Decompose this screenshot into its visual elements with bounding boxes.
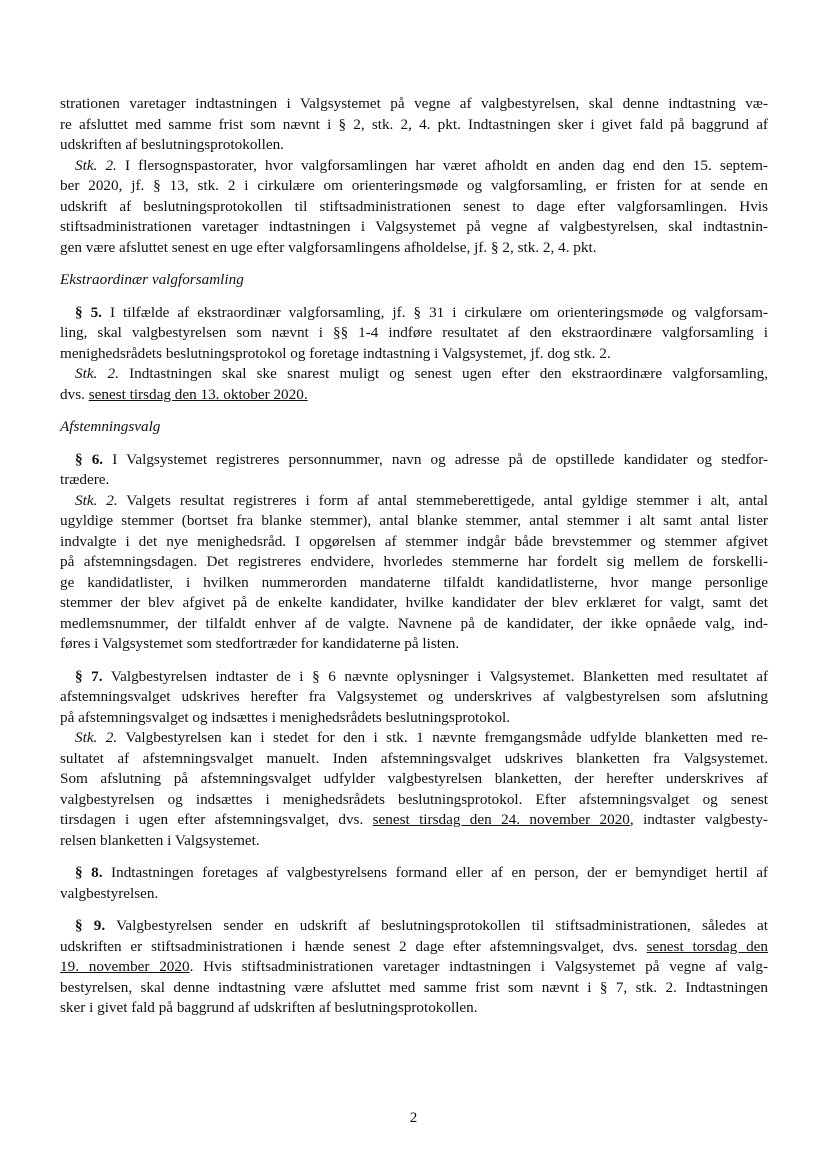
text-line (60, 634, 768, 655)
text-line (60, 573, 768, 594)
text-line (60, 532, 768, 553)
text-line (60, 238, 768, 259)
text-segment: stemmer der blev afgivet på de enkelte kandidater, hvilke kandidater der blev erklæret for valgt, samt det (60, 594, 768, 611)
text-line (60, 417, 768, 438)
section-heading (60, 417, 768, 438)
text-segment: dvs. (60, 385, 89, 403)
text-line (60, 769, 768, 790)
text-segment: ugyldige stemmer (bortset fra blanke stemmer), antal blanke stemmer, antal stemmer i alt samt antal lister (60, 512, 768, 529)
text-segment: sker i givet fald på baggrund af udskriften af beslutningsprotokollen. (60, 999, 478, 1016)
paragraph (60, 728, 768, 851)
text-line (60, 385, 768, 406)
text-segment: føres i Valgsystemet som stedfortræder for kandidaterne på listen. (60, 635, 460, 652)
stk-label: Stk. 2. (75, 156, 117, 174)
text-line (60, 94, 768, 115)
text-segment: I Valgsystemet registreres personnummer, navn og adresse på de opstillede kandidater og stedfor- (103, 450, 768, 468)
text-segment: på afstemningsvalget og indsættes i menighedsrådets beslutningsprotokol. (60, 708, 511, 726)
section-number: § 8. (75, 864, 103, 881)
section-number: § 5. (75, 303, 102, 321)
stk-label: Stk. 2. (75, 729, 118, 746)
document-body (60, 94, 768, 1019)
text-segment: ge kandidatlister, i hvilken nummerorden mandaterne tilfaldt kandidatlisterne, hvor mange personlige (60, 573, 768, 591)
text-segment: sultatet af afstemningsvalget manuelt. Inden afstemningsvalget udskrives blanketten fra Valgsystemet. (60, 749, 768, 767)
deadline-text: 19. november 2020 (60, 958, 190, 975)
text-segment: Valgets resultat registreres i form af antal stemmeberettigede, antal gyldige stemmer i alt, antal (117, 491, 768, 509)
text-segment: , indtaster valgbesty- (629, 811, 768, 828)
text-line (60, 810, 768, 831)
paragraph (60, 94, 768, 156)
text-segment: afstemningsvalget udskrives herefter fra Valgsystemet og underskrives af valgbestyrelsen som afslutning (60, 688, 768, 705)
text-segment: udskriften er stiftsadministrationen i hænde senest 2 dage efter afstemningsvalget, dvs. (60, 937, 647, 955)
text-line (60, 790, 768, 811)
text-line (60, 614, 768, 635)
text-segment: trædere. (60, 471, 110, 488)
text-segment: medlemsnummer, der tilfaldt enhver af de valgte. Navnene på de kandidater, der ikke opnåede valg, ind- (60, 614, 768, 632)
text-line (60, 708, 768, 729)
page-number: 2 (409, 1110, 418, 1126)
deadline-text: senest tirsdag den 24. november 2020 (372, 811, 630, 828)
text-segment: tirsdagen i ugen efter afstemningsvalget, dvs. (60, 811, 373, 828)
text-line (60, 728, 768, 749)
text-segment: Valgbestyrelsen sender en udskrift af beslutningsprotokollen til stiftsadministrationen, således at (105, 917, 768, 934)
text-segment: stiftsadministrationen varetager indtastningen i Valgsystemet på vegne af valgbestyrelsen, skal indtastnin- (60, 218, 768, 235)
text-line (60, 470, 768, 491)
deadline-text: senest torsdag den (646, 937, 768, 955)
text-line (60, 957, 768, 978)
text-line (60, 450, 768, 471)
text-segment: valgbestyrelsen og indsættes i menighedsrådets beslutningsprotokol. Efter afstemningsvalget og senest (60, 790, 768, 808)
text-line (60, 552, 768, 573)
paragraph (60, 667, 768, 729)
text-line (60, 344, 768, 365)
text-segment: bestyrelsen, skal denne indtastning være afsluttet med samme frist som nævnt i § 7, stk. 2. Indtastningen (60, 978, 768, 996)
text-segment: I flersognspastorater, hvor valgforsamlingen har været afholdt en anden dag end den 15. septem- (116, 156, 768, 174)
text-line (60, 749, 768, 770)
text-segment: . Hvis stiftsadministrationen varetager indtastningen i Valgsystemet på vegne af valg- (189, 958, 769, 975)
text-segment: udskriften af beslutningsprotokollen. (60, 136, 284, 153)
text-line (60, 364, 768, 385)
text-line (60, 831, 768, 852)
text-segment: Som afslutning på afstemningsvalget udfylder valgbestyrelsen blanketten, der herefter underskrives af (60, 770, 768, 787)
paragraph (60, 491, 768, 655)
text-line (60, 217, 768, 238)
text-line (60, 270, 768, 291)
text-line (60, 176, 768, 197)
text-segment: valgbestyrelsen. (60, 884, 159, 902)
text-line (60, 323, 768, 344)
text-segment: gen være afsluttet senest en uge efter valgforsamlingens afholdelse, jf. § 2, stk. 2, 4. pkt. (60, 238, 597, 256)
stk-label: Stk. 2. (75, 365, 119, 382)
text-line (60, 863, 768, 884)
section-number: § 7. (75, 667, 103, 685)
paragraph (60, 303, 768, 365)
text-segment: indvalgte i det nye menighedsråd. I opgørelsen af stemmer indgår både brevstemmer og stemmer afgivet (60, 532, 768, 550)
paragraph (60, 863, 768, 904)
text-line (60, 916, 768, 937)
text-line (60, 115, 768, 136)
stk-label: Stk. 2. (75, 491, 118, 509)
text-line (60, 197, 768, 218)
section-number: § 6. (75, 450, 104, 468)
text-line (60, 593, 768, 614)
text-segment: Valgbestyrelsen indtaster de i § 6 nævnte oplysninger i Valgsystemet. Blanketten med resultatet af (102, 667, 768, 685)
text-segment: ber 2020, jf. § 13, stk. 2 i cirkulære om orienteringsmøde og valgforsamling, er fristen for at sende en (60, 177, 768, 194)
deadline-text: senest tirsdag den 13. oktober 2020. (88, 385, 308, 403)
text-line (60, 937, 768, 958)
paragraph (60, 364, 768, 405)
section-number: § 9. (75, 917, 106, 934)
text-segment: udskrift af beslutningsprotokollen til stiftsadministrationen senest to dage efter valgforsamlingen. Hvis (60, 197, 768, 215)
text-segment: ling, skal valgbestyrelsen som nævnt i §§ 1-4 indføre resultatet af den ekstraordinære valgforsamling i (60, 324, 768, 341)
text-line (60, 135, 768, 156)
text-segment: strationen varetager indtastningen i Valgsystemet på vegne af valgbestyrelsen, skal denne indtastning væ- (60, 95, 768, 112)
text-line (60, 511, 768, 532)
paragraph (60, 156, 768, 259)
text-segment: Afstemningsvalg (60, 418, 161, 435)
text-segment: relsen blanketten i Valgsystemet. (60, 831, 260, 849)
text-line (60, 156, 768, 177)
section-heading (60, 270, 768, 291)
text-line (60, 491, 768, 512)
text-segment: re afsluttet med samme frist som nævnt i § 2, stk. 2, 4. pkt. Indtastningen sker i givet fald på baggrund af (60, 115, 768, 133)
text-segment: I tilfælde af ekstraordinær valgforsamling, jf. § 31 i cirkulære om orienteringsmøde og valgforsam- (101, 303, 769, 321)
text-line (60, 884, 768, 905)
text-segment: Ekstraordinær valgforsamling (60, 271, 244, 288)
text-line (60, 978, 768, 999)
text-segment: Indtastningen skal ske snarest muligt og senest ugen efter den ekstraordinære valgforsamling, (118, 365, 768, 382)
paragraph (60, 916, 768, 1019)
paragraph (60, 450, 768, 491)
text-line (60, 303, 768, 324)
text-segment: Valgbestyrelsen kan i stedet for den i stk. 1 nævnte fremgangsmåde udfylde blanketten med re- (117, 729, 768, 746)
text-line (60, 998, 768, 1019)
text-line (60, 667, 768, 688)
text-line (60, 687, 768, 708)
text-segment: på afstemningsdagen. Det registreres endvidere, hvorledes stemmerne har fordelt sig mellem de forskelli- (60, 553, 768, 570)
text-segment: menighedsrådets beslutningsprotokol og foretage indtastning i Valgsystemet, jf. dog stk. 2. (60, 344, 611, 362)
text-segment: Indtastningen foretages af valgbestyrelsens formand eller af en person, der er bemyndiget hertil af (102, 864, 768, 881)
